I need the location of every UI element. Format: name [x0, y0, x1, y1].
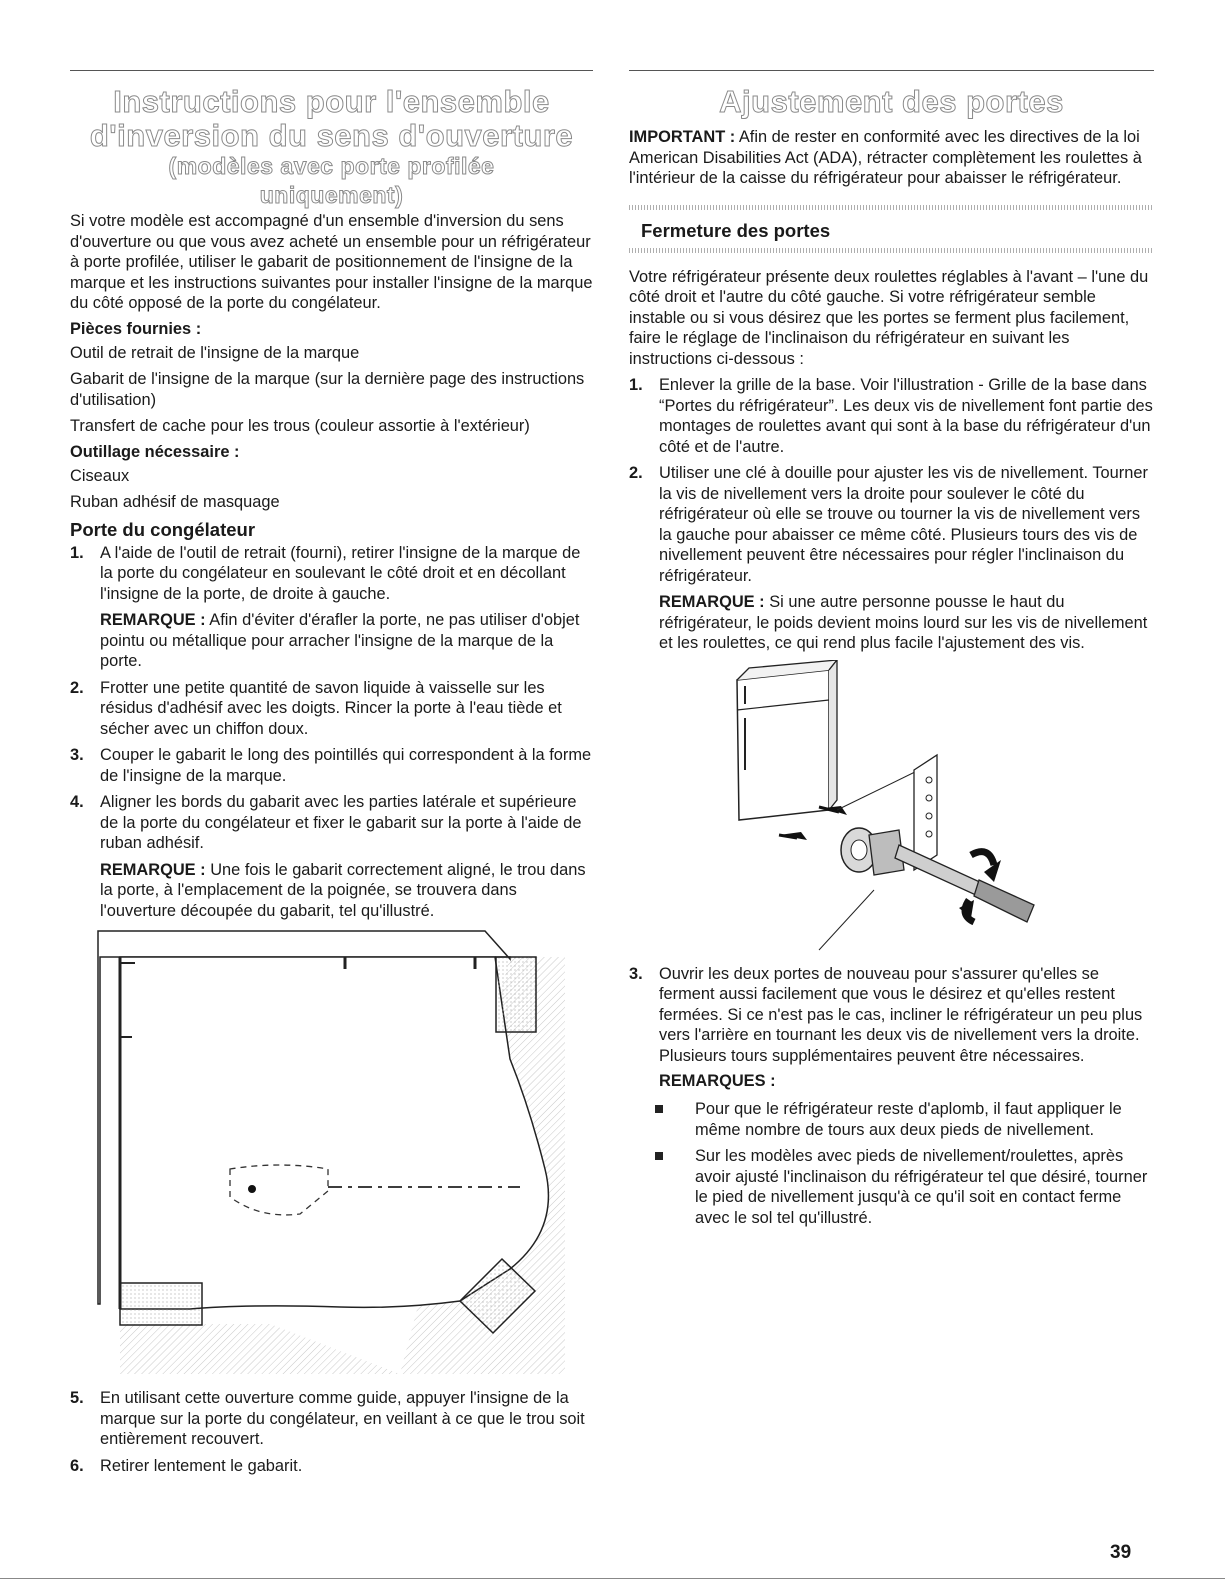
step-text: En utilisant cette ouverture comme guide, appuyer l'insigne de la marque sur la porte du congélateur, en veillant à ce que le trou soit entièrement recouvert. [100, 1389, 585, 1448]
right-title: Ajustement des portes [719, 84, 1064, 119]
step-note [100, 860, 593, 922]
note-text: Afin d'éviter d'érafler la porte, ne pas utiliser d'objet pointu ou métallique pour arracher l'insigne de la marque de la porte. [100, 611, 580, 670]
step-note [659, 592, 1154, 654]
step-text: Retirer lentement le gabarit. [100, 1456, 303, 1475]
left-subtitle-line2: uniquement) [259, 182, 404, 208]
important-text: Afin de rester en conformité avec les directives de la loi American Disabilities Act (ADA), rétracter complètement les roulettes à l'intérieur de la caisse du réfrigérateur pour abaisser le réfrigérateur. [629, 128, 1142, 187]
important-label: IMPORTANT : [629, 128, 736, 146]
left-column [70, 70, 593, 1482]
door-steps-a [629, 375, 1154, 654]
note-label: REMARQUE : [659, 593, 765, 611]
remarques-label: REMARQUES : [659, 1072, 776, 1090]
step-1 [70, 543, 593, 672]
step-number: 4. [70, 793, 84, 811]
note-label: REMARQUE : [100, 611, 206, 629]
top-rule-right [629, 70, 1154, 71]
step-6 [70, 1456, 593, 1477]
step-number: 2. [70, 678, 84, 697]
tools-label: Outillage nécessaire : [70, 442, 240, 461]
step-1 [629, 375, 1154, 457]
step-number: 2. [629, 464, 643, 482]
remarques-list [629, 1099, 1154, 1228]
note-text: Une fois le gabarit correctement aligné, le trou dans la porte, à l'emplacement de la poignée, se trouvera dans l'ouverture découpée du gabarit, tel qu'illustré. [100, 860, 586, 920]
step-text: Utiliser une clé à douille pour ajuster les vis de nivellement. Tourner la vis de nivellement vers la droite pour soulever le côté du réfrigérateur où elle se trouve ou tourner la vis de nivellement vers la gauche pour abaisser ce même côté. Plusieurs tours des vis de nivellement peuvent être nécessaires pour régler l'inclinaison du réfrigérateur. [659, 464, 1148, 585]
bullet-item [655, 1146, 1154, 1228]
bottom-rule [0, 1578, 1225, 1579]
left-title-line1: Instructions pour l'ensemble [113, 84, 550, 119]
note-label: REMARQUE : [100, 860, 206, 879]
left-title-line2: d'inversion du sens d'ouverture [89, 118, 574, 153]
bullet-text: Pour que le réfrigérateur reste d'aplomb, il faut appliquer le même nombre de tours aux deux pieds de nivellement. [695, 1100, 1122, 1139]
bullet-square-icon [655, 1152, 663, 1160]
step-text: Ouvrir les deux portes de nouveau pour s'assurer qu'elles se ferment aussi facilement que vous le désirez et qu'elles restent fermées. Si ce n'est pas le cas, incliner le réfrigérateur un peu plus vers l'arrière en tournant les deux vis de nivellement vers la droite. Plusieurs tours supplémentaires peuvent être nécessaires. [659, 964, 1143, 1065]
freezer-steps-a [70, 543, 593, 922]
right-intro: Votre réfrigérateur présente deux roulettes réglables à l'avant – l'une du côté droit et l'autre du côté gauche. Si votre réfrigérateur semble instable ou si vous désirez que les portes se ferment plus facilement, faire le réglage de l'inclinaison du réfrigérateur en suivant les instructions ci-dessous : [629, 267, 1149, 368]
door-closing-heading: Fermeture des portes [641, 219, 831, 241]
step-number: 6. [70, 1456, 84, 1475]
bullet-square-icon [655, 1105, 663, 1113]
page-number: 39 [1110, 1542, 1132, 1563]
note-text: Si une autre personne pousse le haut du réfrigérateur, le poids devient moins lourd sur les vis de nivellement et les roulettes, ce qui rend plus facile l'ajustement des vis. [659, 593, 1148, 652]
tools-item-1: Ruban adhésif de masquage [70, 493, 280, 511]
step-2 [70, 678, 593, 740]
tools-item-0: Ciseaux [70, 466, 130, 485]
step-text: Couper le gabarit le long des pointillés qui correspondent à la forme de l'insigne de la marque. [100, 746, 592, 785]
door-steps-b [629, 964, 1154, 1067]
step-number: 1. [70, 543, 84, 562]
step-3 [70, 745, 593, 786]
step-3 [629, 964, 1154, 1067]
step-4 [70, 792, 593, 921]
step-text: Enlever la grille de la base. Voir l'illustration - Grille de la base dans “Portes du réfrigérateur”. Les deux vis de nivellement font partie des montages de roulettes avant qui sont à la base du réfrigérateur d'un côté et de l'autre. [659, 376, 1153, 456]
step-number: 1. [629, 376, 643, 394]
step-text: A l'aide de l'outil de retrait (fourni), retirer l'insigne de la marque de la porte du congélateur en soulevant le côté droit et en décollant l'insigne de la porte, de droite à gauche. [100, 543, 581, 603]
bullet-item [655, 1099, 1154, 1140]
step-number: 3. [70, 746, 84, 764]
freezer-heading: Porte du congélateur [70, 518, 256, 540]
step-text: Aligner les bords du gabarit avec les parties latérale et supérieure de la porte du congélateur et fixer le gabarit sur la porte à l'aide de ruban adhésif. [100, 793, 582, 852]
step-text: Frotter une petite quantité de savon liquide à vaisselle sur les résidus d'adhésif avec les doigts. Rincer la porte à l'eau tiède et sécher avec un chiffon doux. [100, 678, 562, 738]
freezer-steps-b [70, 1388, 593, 1476]
right-column [629, 70, 1154, 1234]
left-subtitle-line1: (modèles avec porte profilée [168, 153, 495, 179]
parts-item-0: Outil de retrait de l'insigne de la marque [70, 343, 360, 362]
step-number: 3. [629, 964, 643, 983]
step-note [100, 610, 593, 672]
top-rule-left [70, 70, 593, 71]
step-5 [70, 1388, 593, 1450]
step-2 [629, 463, 1154, 654]
parts-item-2: Transfert de cache pour les trous (couleur assortie à l'extérieur) [70, 417, 530, 435]
parts-item-1: Gabarit de l'insigne de la marque (sur la dernière page des instructions d'utilisation) [70, 370, 585, 409]
parts-label: Pièces fournies : [70, 319, 202, 338]
left-intro: Si votre modèle est accompagné d'un ensemble d'inversion du sens d'ouverture ou que vous avez acheté un ensemble pour un réfrigérateur à porte profilée, utiliser le gabarit de positionnement de l'insigne de la marque et les instructions suivantes pour installer l'insigne de la marque du côté opposé de la porte du congélateur. [70, 212, 593, 312]
important-note [629, 127, 1154, 189]
leveling-screw-illustration [629, 660, 1154, 960]
box-bottom-border [629, 248, 1154, 253]
step-number: 5. [70, 1389, 84, 1407]
bullet-text: Sur les modèles avec pieds de nivellement/roulettes, après avoir ajusté l'inclinaison du réfrigérateur tel que désiré, tourner le pied de nivellement jusqu'à ce qu'il soit en contact ferme avec le sol tel qu'illustré. [695, 1147, 1148, 1227]
template-alignment-illustration [70, 929, 593, 1384]
box-top-border [629, 205, 1154, 210]
